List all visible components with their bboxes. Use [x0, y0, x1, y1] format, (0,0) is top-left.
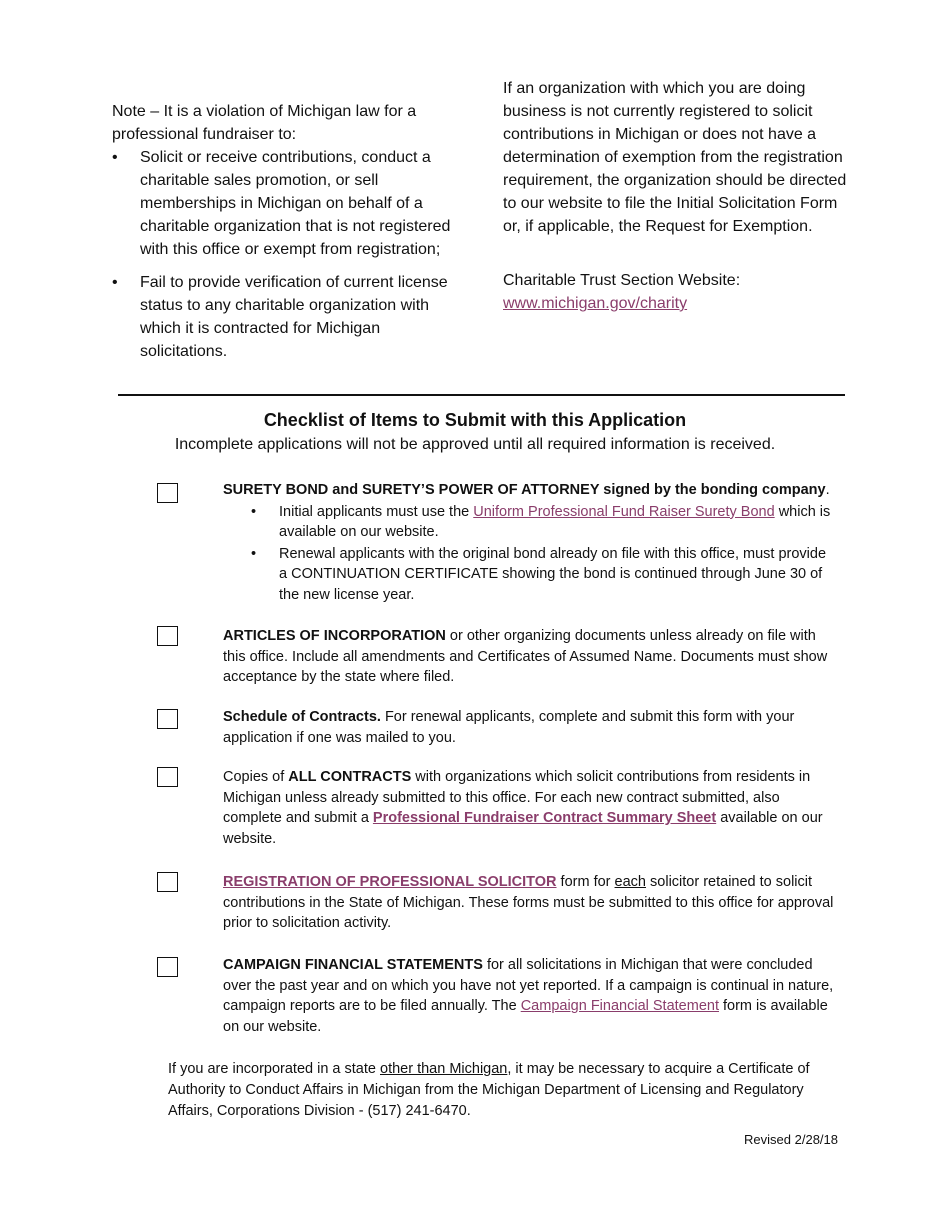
surety-bond-text: SURETY BOND and SURETY’S POWER OF ATTORNEY signed by the bonding company. — [223, 482, 830, 498]
note-bullet-2 — [112, 271, 457, 363]
surety-sub-item-1 — [223, 502, 838, 543]
campaign-heading: CAMPAIGN FINANCIAL STATEMENTS — [223, 957, 483, 973]
note-intro: Note – It is a violation of Michigan law for a professional fundraiser to: — [112, 103, 417, 143]
campaign-item: CAMPAIGN FINANCIAL STATEMENTS for all solicitations in Michigan that were concluded over the past year and on which you have not yet reported. If a campaign is continual in nature, campaign reports are to be filed annually. The Campaign Financial Statement form is available on our website. — [223, 957, 834, 1035]
bullet-icon: • — [112, 149, 118, 166]
contracts-item: Copies of ALL CONTRACTS with organizations which solicit contributions from residents in Michigan unless already submitted to this office. For each new contract submitted, also complete and submit a Professional Fundraiser Contract Summary Sheet available on our website. — [223, 769, 823, 847]
surety-bond-link[interactable]: Uniform Professional Fund Raiser Surety Bond — [473, 503, 775, 520]
checklist-title: Checklist of Items to Submit with this Application — [263, 410, 687, 430]
campaign-statement-link[interactable]: Campaign Financial Statement — [520, 998, 719, 1015]
campaign-checkbox[interactable] — [157, 957, 178, 977]
info-section — [503, 77, 848, 315]
note-bullet-text: Solicit or receive contributions, conduct a charitable sales promotion, or sell memberships in Michigan on behalf of a charitable organization that is not registered with this office or exempt from registration; — [140, 149, 451, 258]
bullet-icon: • — [251, 545, 257, 562]
articles-heading: ARTICLES OF INCORPORATION — [223, 628, 446, 644]
surety-sub-item-2 — [223, 544, 838, 606]
note-bullet-1 — [112, 146, 457, 261]
surety-sub-text-2: Renewal applicants with the original bond already on file with this office, must provide a CONTINUATION CERTIFICATE showing the bond is continued through June 30 of the new license year. — [279, 545, 827, 603]
note-bullet-text: Fail to provide verification of current license status to any charitable organization with which it is contracted for Michigan solicitations. — [140, 274, 448, 360]
note-section — [112, 100, 457, 363]
surety-sub-text-1: Initial applicants must use the Uniform Professional Fund Raiser Surety Bond which is available on our website. — [279, 503, 831, 541]
website-link[interactable]: www.michigan.gov/charity — [503, 295, 688, 312]
bullet-icon: • — [251, 503, 257, 520]
registration-item: REGISTRATION OF PROFESSIONAL SOLICITOR form for each solicitor retained to solicit contributions in the State of Michigan. These forms must be submitted to this office for approval prior to solicitation activity. — [223, 874, 834, 932]
schedule-item — [223, 707, 838, 748]
schedule-text: For renewal applicants, complete and submit this form with your application if one was mailed to you. — [223, 709, 795, 746]
website-label: Charitable Trust Section Website: — [503, 272, 741, 289]
surety-bond-heading: SURETY BOND and SURETY’S POWER OF ATTORNEY signed by the bonding company — [223, 482, 826, 498]
checklist-subtitle: Incomplete applications will not be approved until all required information is received. — [174, 436, 776, 453]
schedule-checkbox[interactable] — [157, 709, 178, 729]
schedule-heading: Schedule of Contracts. — [223, 709, 381, 725]
contract-summary-link[interactable]: Professional Fundraiser Contract Summary Sheet — [372, 810, 717, 827]
articles-item — [223, 626, 838, 688]
contracts-checkbox[interactable] — [157, 767, 178, 787]
registration-solicitor-link[interactable]: REGISTRATION OF PROFESSIONAL SOLICITOR — [223, 874, 557, 890]
articles-checkbox[interactable] — [157, 626, 178, 646]
registration-checkbox[interactable] — [157, 872, 178, 892]
info-paragraph: If an organization with which you are doing business is not currently registered to solicit contributions in Michigan or does not have a determination of exemption from the registration requirement, the organization should be directed to our website to file the Initial Solicitation Form or, if applicable, the Request for Exemption. — [503, 80, 847, 235]
contracts-heading: ALL CONTRACTS — [288, 769, 412, 785]
footnote: If you are incorporated in a state other than Michigan, it may be necessary to acquire a Certificate of Authority to Conduct Affairs in Michigan from the Michigan Department of Licensing and Regulatory Affairs, Corporations Division - (517) 241-6470. — [168, 1061, 810, 1119]
bullet-icon: • — [112, 274, 118, 291]
revision-date: Revised 2/28/18 — [744, 1132, 838, 1147]
surety-bond-item — [223, 480, 838, 606]
articles-text: or other organizing documents unless already on file with this office. Include all amendments and Certificates of Assumed Name. Documents must show acceptance by the state where filed. — [223, 628, 828, 686]
surety-bond-checkbox[interactable] — [157, 483, 178, 503]
section-divider — [118, 394, 845, 396]
